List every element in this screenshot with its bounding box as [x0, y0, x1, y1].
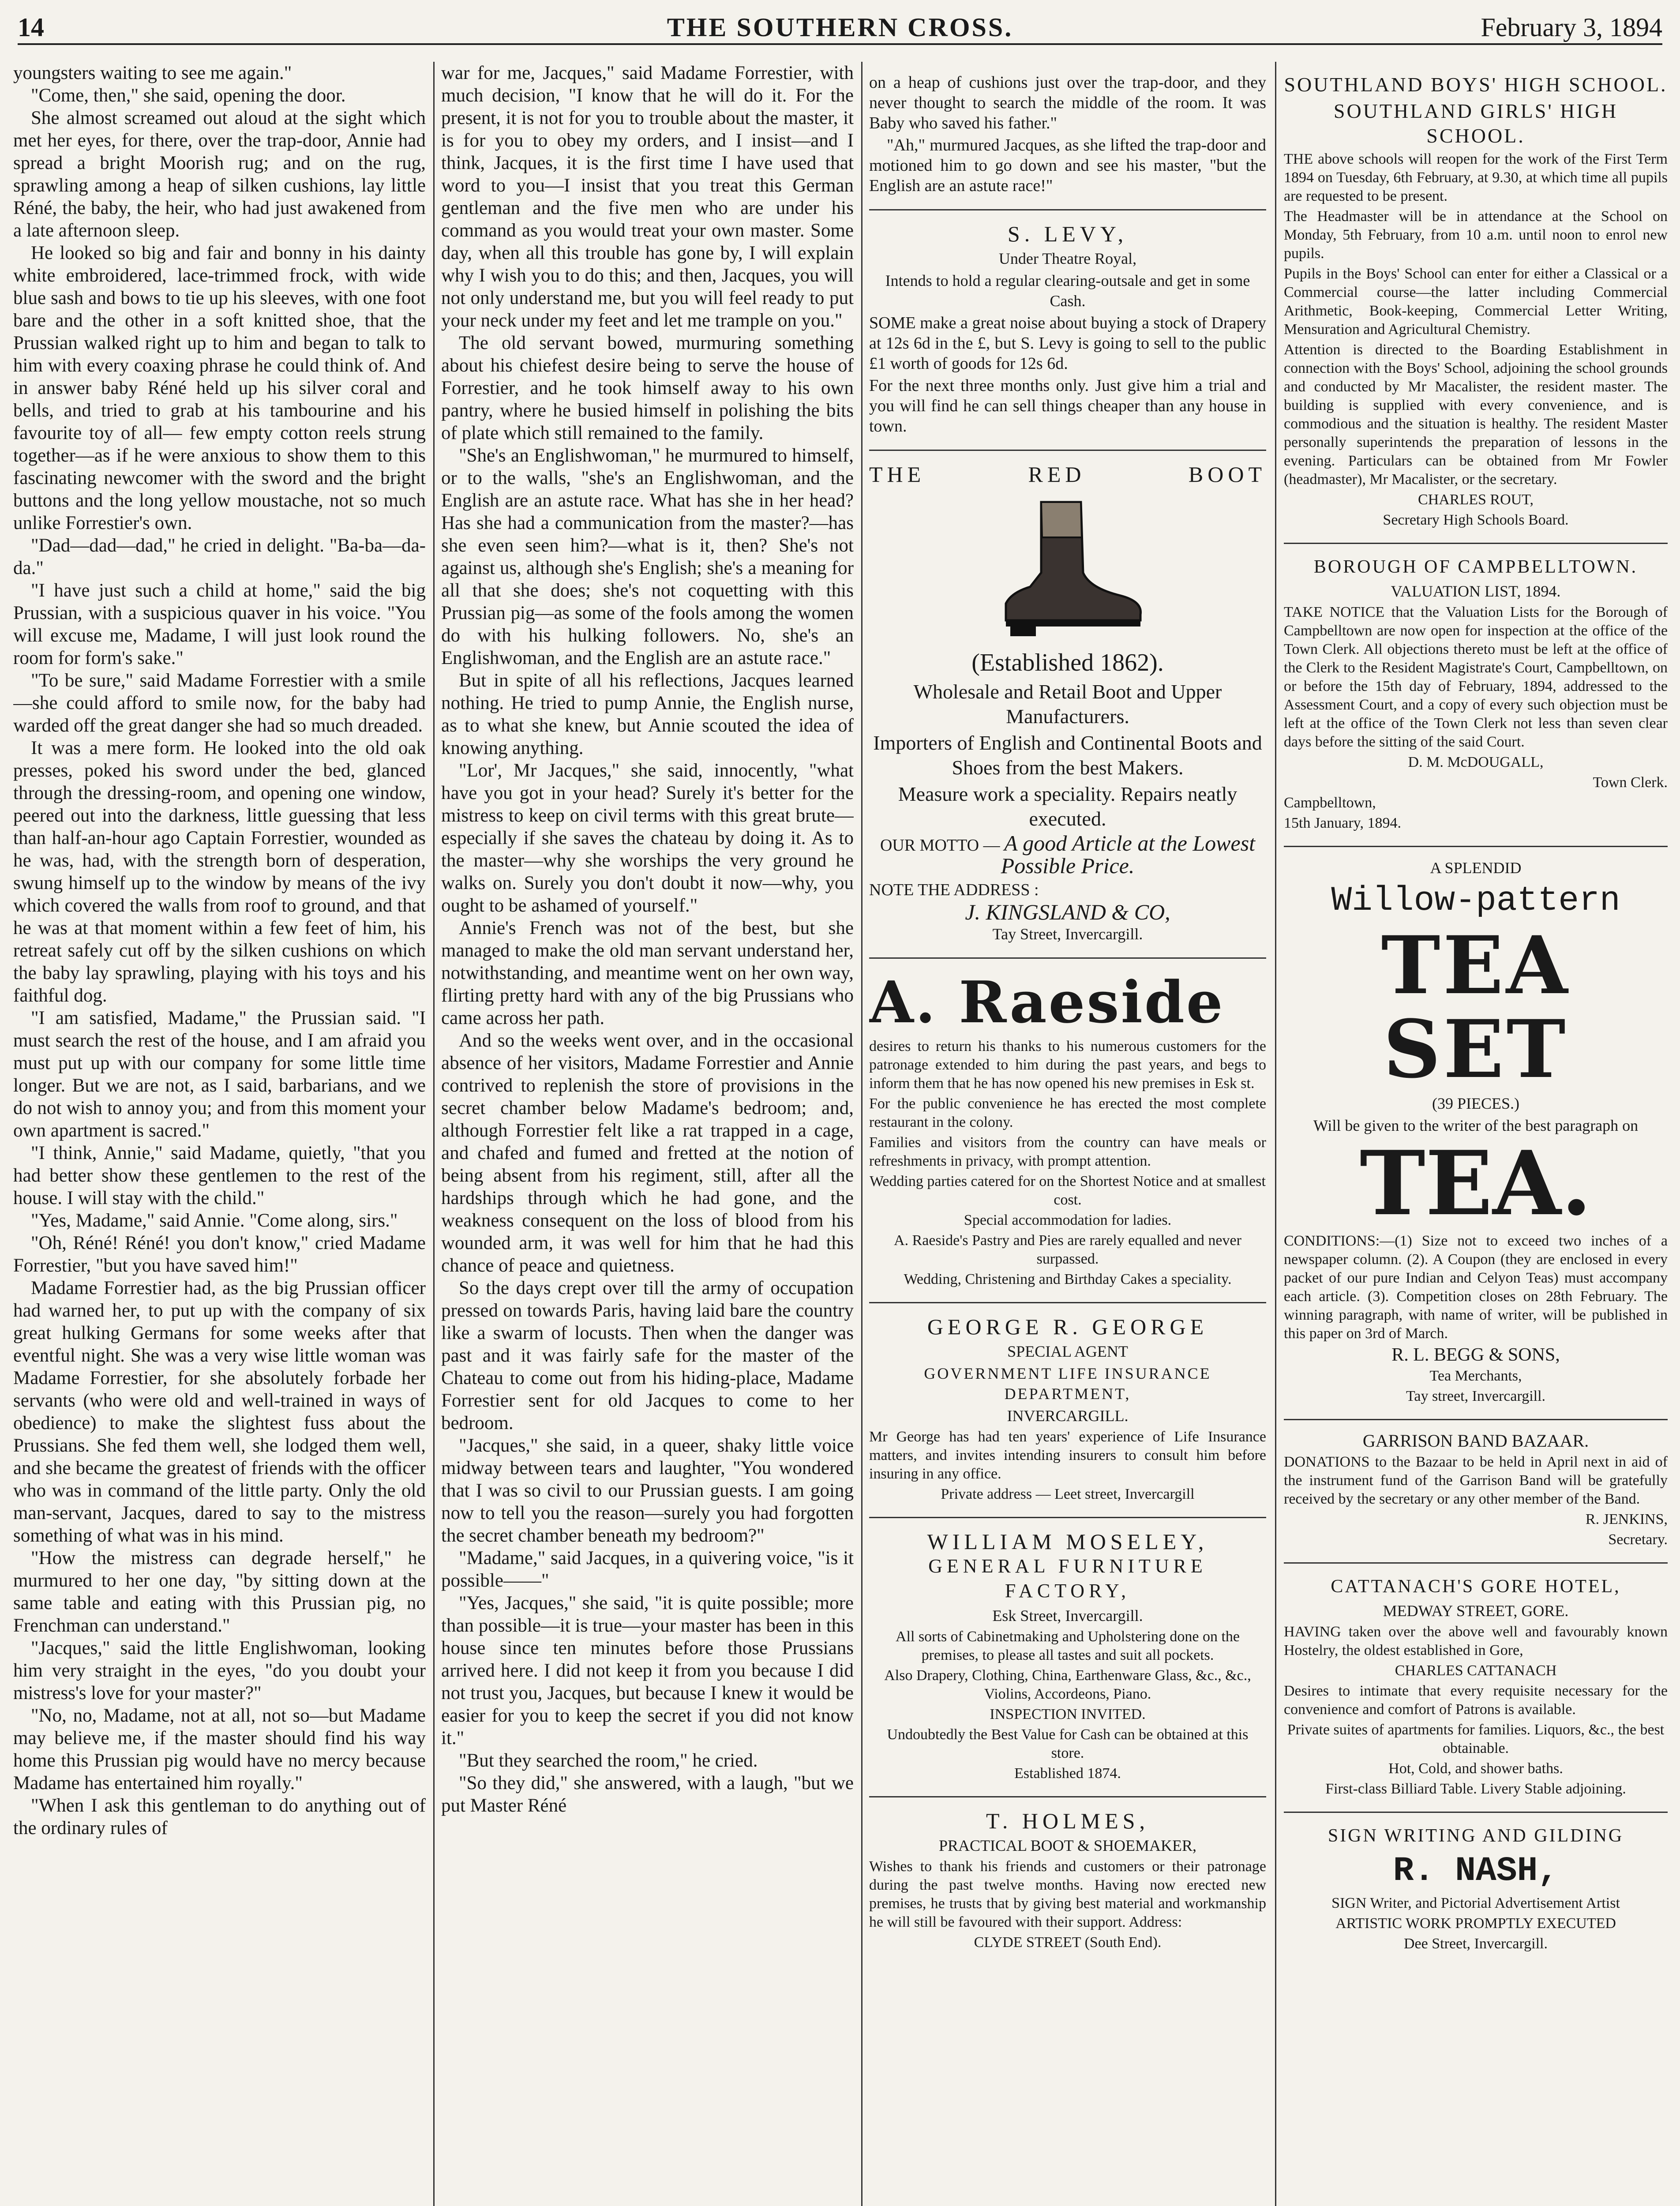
ad-text: Undoubtedly the Best Value for Cash can be obtained at this store.: [887, 1726, 1249, 1761]
raeside-ad: [869, 959, 1266, 1303]
story-paragraph: "She's an Englishwoman," he murmured to himself, or to the walls, "she's an Englishwoman, and the English are an astute race. What has she in her head? Has she had a communication from the master?—has she even seen him?—what is it, then? She's not against us, although she's English; she's a meaning for all that she does; she's not coquetting with this Prussian pig—as some of the fools among the women do with his hulking followers. No, she's an Englishwoman, and the English are an astute race.": [441, 445, 854, 668]
ad-text: Importers of English and Continental Boots and Shoes from the best Makers.: [873, 732, 1262, 779]
ad-subheading: Under Theatre Royal,: [998, 250, 1137, 267]
motto-label: OUR MOTTO —: [880, 836, 1000, 855]
story-paragraph: "Jacques," said the little Englishwoman, looking him very straight in the eyes, "do you doubt your mistress's love for your master?": [13, 1638, 426, 1703]
signatory: D. M. McDOUGALL,: [1408, 754, 1544, 770]
column-rule: [861, 62, 862, 2206]
story-paragraph: "Ah," murmured Jacques, as she lifted the trap-door and motioned him to go down and see his master, "but the English are an astute race!": [869, 136, 1266, 195]
ad-text: Families and visitors from the country can have meals or refreshments in privacy, with prompt attention.: [869, 1134, 1266, 1169]
ad-text: First-class Billiard Table. Livery Stable adjoining.: [1325, 1781, 1626, 1797]
ad-subheading: Intends to hold a regular clearing-outsale and get in some Cash.: [885, 272, 1250, 310]
ad-text: Private suites of apartments for families. Liquors, &c., the best obtainable.: [1287, 1722, 1665, 1756]
ad-subheading: (39 PIECES.): [1432, 1095, 1519, 1112]
story-paragraph: "Lor', Mr Jacques," she said, innocently, "what have you got in your head? Surely it's better for the mistress to keep on civil terms with this great brute—especially if she saves the chateau by doing it. As to the master—why she worships the very ground he walks on. Surely you don't doubt it now—why, you ought to be ashamed of yourself.": [441, 760, 854, 916]
ad-text: Wishes to thank his friends and customers or their patronage during the past twelve months. Having now erected new premises, he trusts that by giving best material and workmanship he will still be favoured with their support. Address:: [869, 1858, 1266, 1930]
ad-text: CONDITIONS:—(1) Size not to exceed two inches of a newspaper column. (2). A Coupon (they are enclosed in every packet of our pure Indian and Celyon Teas) must accompany each article. (3). Competition closes on 28th February. The winning paragraph, with name of writer, will be published in this paper on 3rd of March.: [1284, 1233, 1668, 1342]
proprietor-name: CHARLES CATTANACH: [1395, 1662, 1557, 1679]
ad-text: The Headmaster will be in attendance at the School on Monday, 5th February, from 10 a.m. until noon to enrol new pupils.: [1284, 208, 1668, 262]
ad-subheading: Esk Street, Invercargill.: [992, 1607, 1143, 1624]
ad-text: Wedding parties catered for on the Shortest Notice and at smallest cost.: [870, 1173, 1266, 1208]
ad-heading: WILLIAM MOSELEY,: [927, 1529, 1208, 1554]
established-line: (Established 1862).: [971, 649, 1164, 676]
ad-heading: GEORGE R. GEORGE: [927, 1314, 1208, 1339]
ad-heading: CATTANACH'S GORE HOTEL,: [1331, 1576, 1621, 1597]
ad-text: Desires to intimate that every requisite necessary for the convenience and comfort of Patrons is available.: [1284, 1683, 1668, 1718]
ad-subheading: MEDWAY STREET, GORE.: [1383, 1602, 1569, 1620]
ad-heading: SOUTHLAND GIRLS' HIGH SCHOOL.: [1333, 100, 1618, 147]
story-paragraph: "Jacques," she said, in a queer, shaky little voice midway between tears and laughter, "You wondered that I was so civil to our Prussian guests. I am going now to tell you the reason—surely you had forgotten the secret chamber beneath my bedroom?": [441, 1435, 854, 1546]
ad-text: Private address — Leet street, Invercargill: [941, 1486, 1195, 1502]
ad-text: Mr George has had ten years' experience of Life Insurance matters, and invites intending insurers to consult him before insuring in any office.: [869, 1429, 1266, 1482]
signatory-title: Secretary High Schools Board.: [1383, 512, 1569, 528]
ad-text: DONATIONS to the Bazaar to be held in April next in aid of the instrument fund of the Garrison Band will be gratefully received by the secretary or any other member of the Band.: [1284, 1454, 1668, 1507]
signatory-title: Secretary.: [1608, 1531, 1668, 1548]
story-paragraph: "So they did," she answered, with a laugh, "but we put Master Réné: [441, 1773, 854, 1816]
story-end: [869, 62, 1266, 210]
ad-text: INSPECTION INVITED.: [990, 1706, 1146, 1722]
cattanach-ad: [1284, 1564, 1668, 1813]
story-paragraph: "I think, Annie," said Madame, quietly, "that you had better show these gentlemen to the rest of the house. I will stay with the child.": [13, 1143, 426, 1208]
ads-column-3: [869, 62, 1266, 2206]
campbelltown-ad: [1284, 544, 1668, 847]
story-paragraph: "Yes, Madame," said Annie. "Come along, sirs.": [31, 1210, 398, 1231]
ad-text: Attention is directed to the Boarding Establishment in connection with the Boys' School, adjoining the school grounds and conducted by Mr Macalister, the resident master. The building is supplied with every convenience, and is commodious and the situation is healthy. The resident Master personally superintends the preparation of lessons in the evening. Particulars can be obtained from Mr Fowler (headmaster), Mr Macalister, or the secretary.: [1284, 341, 1668, 488]
story-paragraph: "How the mistress can degrade herself," he murmured to her one day, "by sitting down at the same table and eating with this Prussian pig, no Frenchman can understand.": [13, 1548, 426, 1636]
ad-text: Special accommodation for ladies.: [964, 1212, 1172, 1228]
ad-text: For the public convenience he has erected the most complete restaurant in the colony.: [869, 1095, 1266, 1130]
ad-heading: A. Raeside: [869, 968, 1225, 1036]
story-column-1: [13, 62, 426, 2206]
column-rule: [433, 62, 435, 2206]
motto-text: A good Article at the Lowest Possible Price.: [1001, 831, 1256, 878]
firm-name: J. KINGSLAND & CO,: [965, 900, 1170, 924]
ad-subheading: A SPLENDID: [1430, 859, 1522, 877]
tea-set-ad: [1284, 847, 1668, 1420]
ad-subheading: PRACTICAL BOOT & SHOEMAKER,: [938, 1837, 1197, 1854]
masthead: [18, 8, 1662, 45]
story-column-2: [441, 62, 854, 2206]
george-ad: [869, 1303, 1266, 1518]
ad-text: All sorts of Cabinetmaking and Upholstering done on the premises, to please all tastes and suit all pockets.: [896, 1628, 1240, 1663]
ad-text: HAVING taken over the above well and favourably known Hostelry, the oldest established in Gore,: [1284, 1624, 1668, 1658]
issue-date: February 3, 1894: [1481, 13, 1662, 42]
nash-ad: [1284, 1813, 1668, 1966]
story-paragraph: "Yes, Jacques," she said, "it is quite possible; more than possible—it is true—your master has been in this house since ten minutes before those Prussians arrived here. I did not keep it from you because I did not trust you, Jacques, but because I knew it would be easier for you to keep the secret if you did not know it.": [441, 1593, 854, 1748]
ad-heading: S. LEVY,: [1007, 221, 1128, 246]
ad-text: SOME make a great noise about buying a stock of Drapery at 12s 6d in the £, but S. Levy is going to sell to the public £1 worth of goods for 12s 6d.: [869, 314, 1266, 373]
ad-subheading: GOVERNMENT LIFE INSURANCE DEPARTMENT,: [924, 1365, 1211, 1403]
street-address: Dee Street, Invercargill.: [1403, 1936, 1548, 1952]
holmes-ad: [869, 1797, 1266, 1965]
ad-heading: TEA SET: [1381, 919, 1571, 1096]
signatory: CHARLES ROUT,: [1418, 491, 1534, 508]
story-paragraph: "Come, then," she said, opening the door.: [31, 85, 346, 106]
story-paragraph: "To be sure," said Madame Forrestier with a smile—she could afford to smile now, for the baby had warded off the great danger she had so much dreaded.: [13, 670, 426, 736]
story-paragraph: war for me, Jacques," said Madame Forrestier, with much decision, "I know that he will do it. For the present, it is not for you to trouble about the master, it is for you to obey my orders, and I insist—and I think, Jacques, it is the first time I have used that word to you—I insist that you treat this German gentleman and the five men who are under his command as you would treat your own master. Some day, when all this trouble has gone by, I will explain why I wish you to do this; and then, Jacques, you will not only understand me, but you will feel ready to put your neck under my feet and let me trample on you.": [441, 63, 854, 331]
levy-ad: [869, 210, 1266, 451]
story-paragraph: "No, no, Madame, not at all, not so—but Madame may believe me, if the master should find his way home this Prussian pig would have no mercy because Madame has entertained him royally.": [13, 1705, 426, 1793]
ad-subheading: INVERCARGILL.: [1007, 1407, 1129, 1425]
ad-heading: GARRISON BAND BAZAAR.: [1362, 1431, 1589, 1451]
story-paragraph: She almost screamed out aloud at the sight which met her eyes, for there, over the trap-door, Annie had spread a bright Moorish rug; and on the rug, sprawling among a heap of silken cushions, lay little Réné, the baby, the heir, who had just awakened from a late afternoon sleep.: [13, 108, 426, 241]
ad-text: Will be given to the writer of the best paragraph on: [1313, 1117, 1639, 1134]
ad-text: SIGN Writer, and Pictorial Advertisement Artist: [1331, 1895, 1620, 1911]
story-paragraph: Annie's French was not of the best, but she managed to make the old man servant understand her, notwithstanding, and meantime went on her own way, flirting pretty hard with any of the big Prussians who came across her path.: [441, 918, 854, 1028]
ad-text: Pupils in the Boys' School can enter for either a Classical or a Commercial course—the latter including Commercial Arithmetic, Book-keeping, Commercial Letter Writing, Mensuration and Agricultural Chemistry.: [1284, 266, 1668, 338]
ad-heading: T. HOLMES,: [986, 1808, 1149, 1833]
ad-text: TAKE NOTICE that the Valuation Lists for the Borough of Campbelltown are now open for inspection at the office of the Town Clerk. All objections thereto must be left at the office of the Clerk to the Resident Magistrate's Court, Campbelltown, on or before the 15th day of February, 1894, addressed to the Assessment Court, and a copy of every such objection must be left at the office of the Town Clerk not less than seven clear days before the sitting of the said Court.: [1284, 604, 1668, 750]
ad-heading: THE RED BOOT: [869, 462, 1266, 487]
ad-heading: Willow-pattern: [1331, 882, 1620, 920]
story-paragraph: And so the weeks went over, and in the occasional absence of her visitors, Madame Forrestier and Annie contrived to replenish the store of provisions in the secret chamber below Madame's bedroom; and, although Forrestier felt like a rat trapped in a cage, and chafed and fumed and fretted at the notion of being absent from his regiment, still, after all the hardships through which he had gone, and the weakness consequent on the loss of blood from his wounded arm, it was well for him that he had this chance of peace and quietness.: [441, 1030, 854, 1276]
ad-text: CLYDE STREET (South End).: [974, 1934, 1162, 1951]
story-paragraph: "But they searched the room," he cried.: [459, 1750, 758, 1771]
story-paragraph: It was a mere form. He looked into the old oak presses, poked his sword under the bed, glanced through the dressing-room, and opening one window, peered out into the darkness, little guessing that less than half-an-hour ago Captain Forrestier, wounded as he was, had, with the strength born of desperation, swung himself up to the window by means of the ivy which covered the walls from roof to ground, and that he was at that moment within a few feet of him, his retreat safely cut off by the silken cushions on which the baby lay sprawling, playing with his toys and his faithful dog.: [13, 738, 426, 1006]
ad-date: 15th January, 1894.: [1284, 815, 1401, 831]
paper-title: THE SOUTHERN CROSS.: [667, 13, 1013, 42]
street-address: Tay Street, Invercargill.: [992, 925, 1143, 943]
ad-subheading: GENERAL FURNITURE: [928, 1555, 1207, 1577]
red-boot-ad: [869, 451, 1266, 959]
garrison-ad: [1284, 1420, 1668, 1564]
ad-text: Wholesale and Retail Boot and Upper Manufacturers.: [913, 680, 1222, 728]
ads-column-4: [1284, 62, 1668, 2206]
street-address: Tay street, Invercargill.: [1406, 1388, 1546, 1404]
story-paragraph: So the days crept over till the army of occupation pressed on towards Paris, having laid bare the country like a swarm of locusts. Then when the danger was past and it was fairly safe for the master of the Chateau to come out from his hiding-place, Madame Forrestier sent for old Jacques to come to her bedroom.: [441, 1278, 854, 1433]
story-paragraph: He looked so big and fair and bonny in his dainty white embroidered, lace-trimmed frock, with wide blue sash and bows to tie up his sleeves, with one foot bare and the other in a soft knitted shoe, that the Prussian walked right up to him and began to talk to him with every coaxing phrase he could think of. And in answer baby Réné held up his silver coral and bells, and tried to grab at his tambourine and his favourite toy of all— few empty cotton reels strung together—as if he were anxious to show them to this fascinating newcomer with the sword and the bright buttons and the long yellow moustache, not so much unlike Forrestier's own.: [13, 243, 426, 533]
schools-ad: [1284, 62, 1668, 544]
story-paragraph: "When I ask this gentleman to do anything out of the ordinary rules of: [13, 1795, 426, 1838]
ad-place: Campbelltown,: [1284, 795, 1376, 811]
ad-heading: TEA.: [1359, 1132, 1592, 1235]
signatory: R. JENKINS,: [1585, 1511, 1668, 1527]
ad-heading: SIGN WRITING AND GILDING: [1328, 1826, 1624, 1846]
story-paragraph: But in spite of all his reflections, Jacques learned nothing. He tried to pump Annie, the English nurse, as to what she knew, but Annie scouted the idea of knowing anything.: [441, 670, 854, 758]
ad-subheading: SPECIAL AGENT: [1007, 1343, 1128, 1360]
ad-text: A. Raeside's Pastry and Pies are rarely equalled and never surpassed.: [894, 1232, 1241, 1267]
ad-text: Tea Merchants,: [1429, 1368, 1522, 1384]
ad-text: desires to return his thanks to his numerous customers for the patronage extended to him during the past years, and begs to inform them that he has now opened his new premises in Esk st.: [869, 1038, 1266, 1092]
story-paragraph: on a heap of cushions just over the trap-door, and they never thought to search the middle of the room. It was Baby who saved his father.": [869, 73, 1266, 132]
ad-subheading: FACTORY,: [1005, 1580, 1131, 1602]
ad-text: Established 1874.: [1014, 1765, 1121, 1782]
ad-heading: R. NASH,: [1393, 1852, 1559, 1891]
ad-text: Measure work a speciality. Repairs neatly executed.: [898, 783, 1238, 830]
story-paragraph: "I have just such a child at home," said the big Prussian, with a suspicious quaver in his voice. "You will excuse me, Madame, I will just look round the room for form's sake.": [13, 580, 426, 668]
boot-illustration: [988, 493, 1147, 639]
story-paragraph: "Oh, Réné! Réné! you don't know," cried Madame Forrestier, "but you have saved him!": [13, 1233, 426, 1276]
ad-text: ARTISTIC WORK PROMPTLY EXECUTED: [1335, 1915, 1616, 1932]
ad-text: Hot, Cold, and shower baths.: [1388, 1760, 1563, 1777]
story-paragraph: Madame Forrestier had, as the big Prussian officer had warned her, to put up with the company of six great hulking Germans for some weeks after that eventful night. She was a very wise little woman was Madame Forrestier, for she absolutely forbade her servants (who were old and well-trained in ways of obedience) to make the slightest fuss about the Prussians. She fed them well, she lodged them well, and she became the greatest of friends with the officer who was in command of the little party. Only the old man-servant, Jacques, dared to say to the mistress something of what was in his mind.: [13, 1278, 426, 1546]
signatory-title: Town Clerk.: [1593, 774, 1668, 791]
motto: [869, 833, 1266, 878]
ad-text: Also Drapery, Clothing, China, Earthenware Glass, &c., &c., Violins, Accordeons, Piano.: [884, 1667, 1251, 1702]
story-paragraph: youngsters waiting to see me again.": [13, 63, 292, 83]
story-paragraph: The old servant bowed, murmuring something about his chiefest desire being to serve the house of Forrestier, and he took himself away to his own pantry, where he busied himself in polishing the bits of plate which still remained to the family.: [441, 333, 854, 443]
ad-heading: BOROUGH OF CAMPBELLTOWN.: [1313, 557, 1638, 577]
moseley-ad: [869, 1518, 1266, 1797]
page-number: 14: [18, 13, 44, 42]
ad-text: THE above schools will reopen for the work of the First Term 1894 on Tuesday, 6th February, at 9.30, at which time all pupils are requested to be present.: [1284, 151, 1668, 204]
column-rule: [1275, 62, 1276, 2206]
firm-name: R. L. BEGG & SONS,: [1391, 1345, 1560, 1365]
ad-text: For the next three months only. Just give him a trial and you will find he can sell things cheaper than any house in town.: [869, 376, 1266, 435]
ad-text: Wedding, Christening and Birthday Cakes a speciality.: [904, 1271, 1232, 1287]
story-paragraph: "I am satisfied, Madame," the Prussian said. "I must search the rest of the house, and I am afraid you must put up with our company for some little time longer. But we are not, as I said, barbarians, and we do not wish to annoy you; and from this moment your own apartment is sacred.": [13, 1008, 426, 1141]
ad-subheading: VALUATION LIST, 1894.: [1391, 582, 1561, 600]
story-paragraph: "Madame," said Jacques, in a quivering voice, "is it possible——": [441, 1548, 854, 1591]
ad-heading: SOUTHLAND BOYS' HIGH SCHOOL.: [1284, 73, 1668, 96]
address-label: NOTE THE ADDRESS :: [869, 881, 1039, 899]
story-paragraph: "Dad—dad—dad," he cried in delight. "Ba-ba—da-da.": [13, 535, 426, 578]
